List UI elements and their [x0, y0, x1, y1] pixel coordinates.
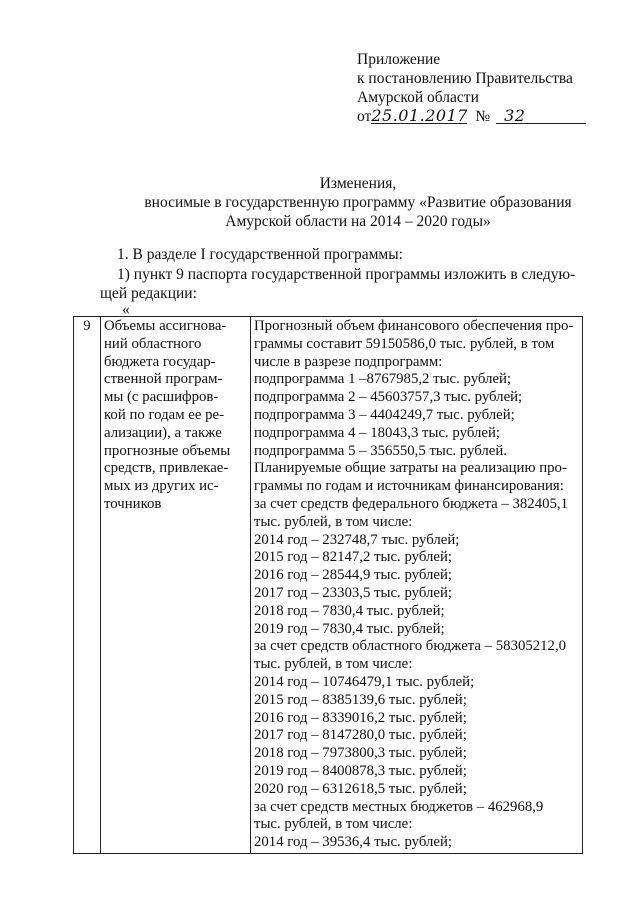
label-line: кой по годам ее ре- — [104, 406, 225, 423]
content-line: 2014 год – 10746479,1 тыс. рублей; — [254, 673, 475, 690]
label-line: бюджета государ- — [104, 353, 216, 370]
content-line: 2019 год – 7830,4 тыс. рублей; — [254, 620, 445, 637]
appendix-block — [357, 50, 586, 126]
title-line-1: Изменения, — [319, 175, 397, 192]
label-line: мых из других ис- — [104, 478, 219, 495]
content-line: 2014 год – 232748,7 тыс. рублей; — [254, 531, 460, 548]
label-line: Объемы ассигнова- — [104, 318, 227, 334]
content-line: подпрограмма 4 – 18043,3 тыс. рублей; — [254, 424, 500, 441]
content-line: за счет средств местных бюджетов – 462968,9 — [254, 798, 544, 815]
content-line: Планируемые общие затраты на реализацию про- — [254, 460, 567, 477]
title-line-2: вносимые в государственную программу «Развитие образования — [144, 194, 572, 211]
content-line: тыс. рублей, в том числе: — [254, 656, 413, 673]
content-line: тыс. рублей, в том числе: — [254, 513, 413, 530]
label-line: точников — [104, 495, 162, 512]
document-title — [100, 174, 616, 231]
row-number: 9 — [83, 318, 91, 334]
paragraph-1: 1. В разделе I государственной программы: — [117, 246, 403, 263]
content-line: 2018 год – 7830,4 тыс. рублей; — [254, 602, 445, 619]
table-row — [74, 317, 583, 854]
content-line: 2020 год – 6312618,5 тыс. рублей; — [254, 780, 467, 797]
appendix-line-1: Приложение — [357, 51, 441, 68]
open-quote: « — [122, 301, 130, 318]
content-line: 2017 год – 8147280,0 тыс. рублей; — [254, 727, 467, 744]
title-line-3: Амурской области на 2014 – 2020 годы» — [225, 213, 491, 230]
label-cell — [101, 317, 251, 854]
label-line: мы (с расшифров- — [104, 389, 219, 406]
appendix-line-3: Амурской области — [357, 89, 479, 106]
content-line: Прогнозный объем финансового обеспечения про- — [254, 318, 574, 334]
content-line: 2019 год – 8400878,3 тыс. рублей; — [254, 762, 467, 779]
appendix-date-line — [357, 107, 586, 126]
content-line: за счет средств федерального бюджета – 382405,1 — [254, 495, 568, 512]
number-sign: № — [475, 108, 491, 125]
content-line: 2017 год – 23303,5 тыс. рублей; — [254, 584, 453, 601]
label-line: средств, привлекае- — [104, 460, 229, 477]
content-line: 2015 год – 8385139,6 тыс. рублей; — [254, 691, 467, 708]
paragraph-2: 1) пункт 9 паспорта государственной программы изложить в следую- — [117, 266, 576, 283]
date-prefix: от — [357, 108, 372, 125]
content-line: 2016 год – 8339016,2 тыс. рублей; — [254, 709, 467, 726]
content-line: тыс. рублей, в том числе: — [254, 816, 413, 833]
content-line: граммы составит 59150586,0 тыс. рублей, в том — [254, 335, 555, 352]
content-line: 2018 год – 7973800,3 тыс. рублей; — [254, 745, 467, 762]
content-line: подпрограмма 3 – 4404249,7 тыс. рублей; — [254, 406, 515, 423]
content-line: подпрограмма 2 – 45603757,3 тыс. рублей; — [254, 389, 523, 406]
content-line: числе в разрезе подпрограмм: — [254, 353, 443, 370]
label-line: прогнозные объемы — [104, 442, 231, 459]
content-line: 2015 год – 82147,2 тыс. рублей; — [254, 549, 453, 566]
paragraph-3: щей редакции: — [100, 285, 197, 302]
handwritten-number: 32 — [496, 108, 586, 124]
row-number-cell — [74, 317, 101, 854]
handwritten-date: 25.01.2017 — [371, 106, 468, 125]
content-line: граммы по годам и источникам финансирования: — [254, 478, 564, 495]
content-line: 2016 год – 28544,9 тыс. рублей; — [254, 567, 453, 584]
appendix-line-2: к постановлению Правительства — [357, 70, 573, 87]
content-line: подпрограмма 1 –8767985,2 тыс. рублей; — [254, 371, 512, 388]
label-line: ний областного — [104, 335, 202, 352]
label-line: ализации), а также — [104, 424, 222, 441]
content-line: 2014 год – 39536,4 тыс. рублей; — [254, 834, 453, 851]
content-line: за счет средств областного бюджета – 58305212,0 — [254, 638, 567, 655]
content-line: подпрограмма 5 – 356550,5 тыс. рублей. — [254, 442, 507, 459]
label-line: ственной програм- — [104, 371, 223, 388]
content-cell — [251, 317, 583, 854]
passport-table — [73, 316, 583, 854]
